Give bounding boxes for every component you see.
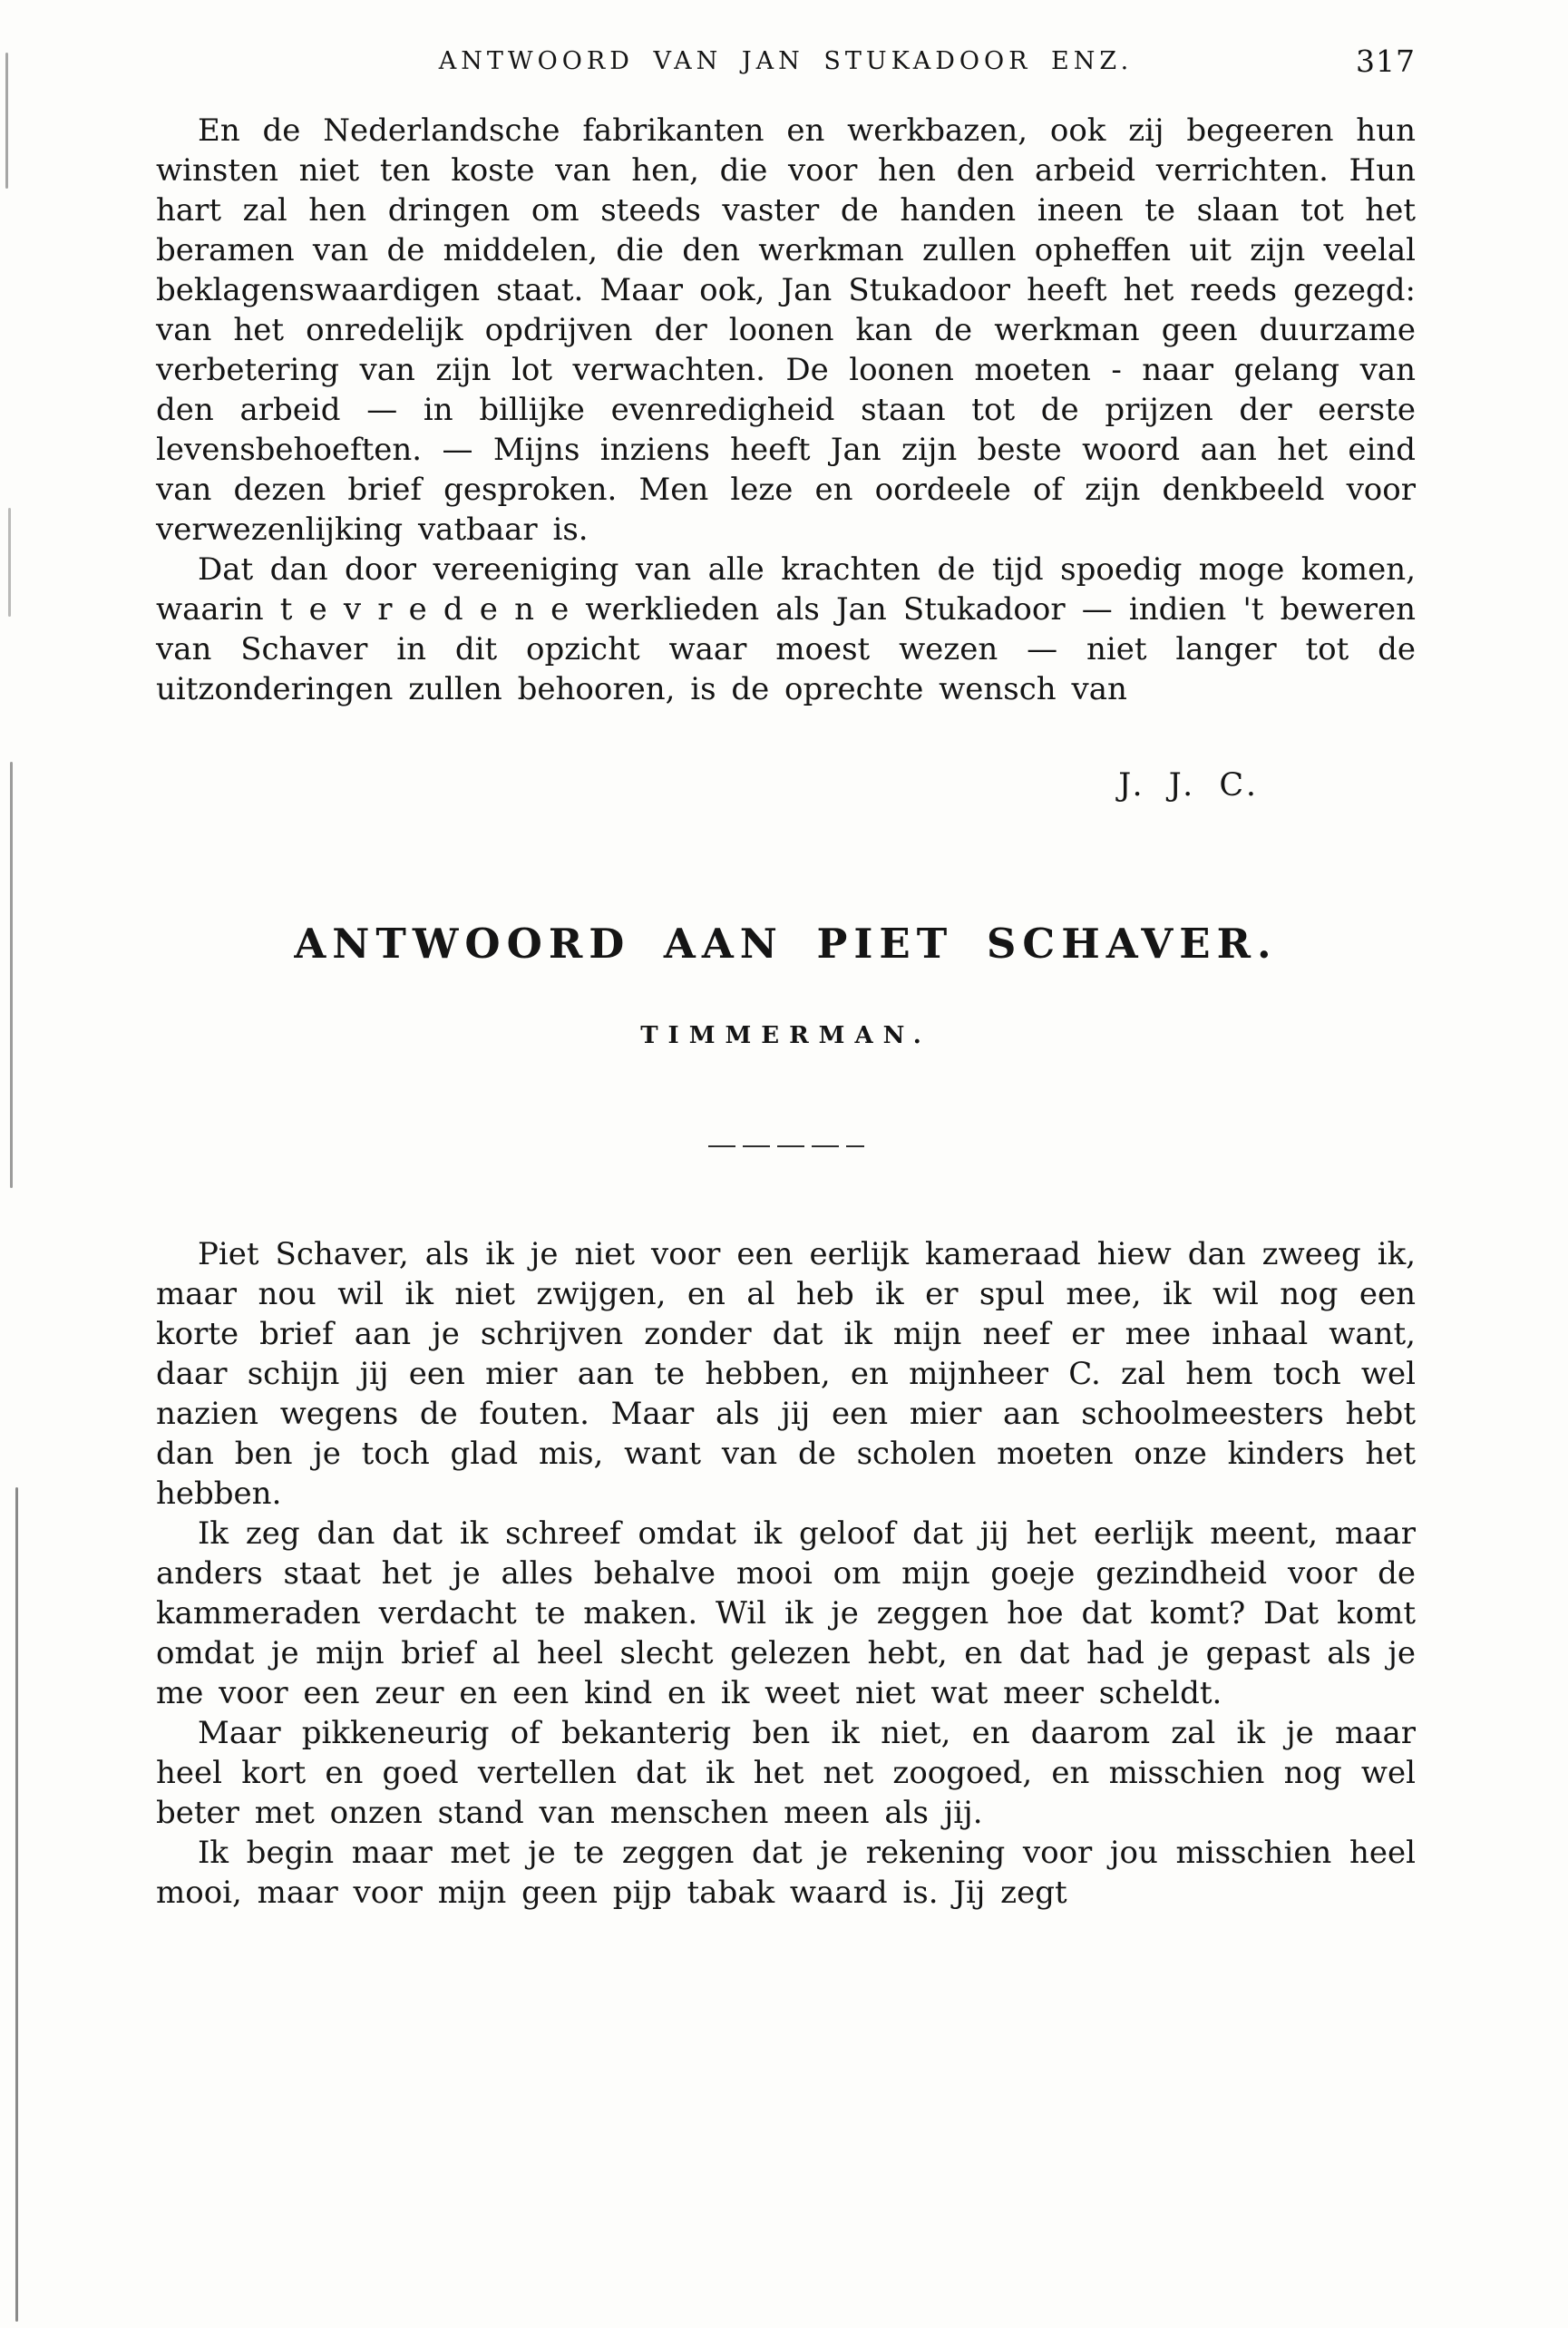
scan-artifact-line — [5, 53, 8, 189]
body-text — [156, 1234, 1416, 1913]
signature-initials: J. J. C. — [1118, 767, 1260, 804]
chapter-title: ANTWOORD AAN PIET SCHAVER. — [294, 920, 1278, 968]
body-text — [156, 111, 1416, 709]
scan-artifact-line — [15, 1487, 18, 2322]
running-header — [156, 44, 1416, 87]
paragraph: Dat dan door vereeniging van alle krachten de tijd spoedig moge komen, waarin t e v r e d e n e werklieden als Jan Stukadoor — indien 't beweren van Schaver in dit opzicht waar moest wezen — niet langer tot de uitzonderingen zullen behooren, is de oprechte wensch van — [156, 551, 1416, 707]
letter-closing-section — [156, 111, 1416, 804]
paragraph: Ik zeg dan dat ik schreef omdat ik geloof dat jij het eerlijk meent, maar anders staat het je alles behalve mooi om mijn goeje gezindheid voor de kammeraden verdacht te maken. Wil ik je zeggen hoe dat komt? Dat komt omdat je mijn brief al heel slecht gelezen hebt, en dat had je gepast als je me voor een zeur en een kind en ik weet niet wat meer scheldt. — [156, 1515, 1416, 1711]
answer-to-piet-schaver-section — [156, 920, 1416, 1913]
chapter-subtitle: TIMMERMAN. — [640, 1022, 931, 1049]
paragraph: En de Nederlandsche fabrikanten en werkbazen, ook zij begeeren hun winsten niet ten koste van hen, die voor hen den arbeid verrichten. Hun hart zal hen dringen om steeds vaster de handen ineen te slaan tot het beramen van de middelen, die den werkman zullen opheffen uit zijn veelal beklagenswaardigen staat. Maar ook, Jan Stukadoor heeft het reeds gezegd: van het onredelijk opdrijven der loonen kan de werkman geen duurzame verbetering van zijn lot verwachten. De loonen moeten - naar gelang van den arbeid — in billijke evenredigheid staan tot de prijzen der eerste levensbehoeften. — Mijns inziens heeft Jan zijn beste woord aan het eind van dezen brief gesproken. Men leze en oordeele of zijn denkbeeld voor verwezenlijking vatbaar is. — [156, 112, 1416, 548]
page-number: 317 — [1356, 44, 1416, 79]
running-title: ANTWOORD VAN JAN STUKADOOR ENZ. — [438, 47, 1134, 75]
section-divider — [708, 1145, 864, 1147]
paragraph: Maar pikkeneurig of bekanterig ben ik niet, en daarom zal ik je maar heel kort en goed vertellen dat ik het net zoogoed, en misschien nog wel beter met onzen stand van menschen meen als jij. — [156, 1715, 1416, 1831]
scan-artifact-line — [8, 508, 11, 617]
scan-artifact-line — [10, 762, 13, 1188]
paragraph: Piet Schaver, als ik je niet voor een eerlijk kameraad hiew dan zweeg ik, maar nou wil ik niet zwijgen, en al heb ik er spul mee, ik wil nog een korte brief aan je schrijven zonder dat ik mijn neef er mee inhaal want, daar schijn jij een mier aan te hebben, en mijnheer C. zal hem toch wel nazien wegens de fouten. Maar als jij een mier aan schoolmeesters hebt dan ben je toch glad mis, want van de scholen moeten onze kinders het hebben. — [156, 1236, 1416, 1512]
paragraph: Ik begin maar met je te zeggen dat je rekening voor jou misschien heel mooi, maar voor mijn geen pijp tabak waard is. Jij zegt — [156, 1835, 1416, 1911]
